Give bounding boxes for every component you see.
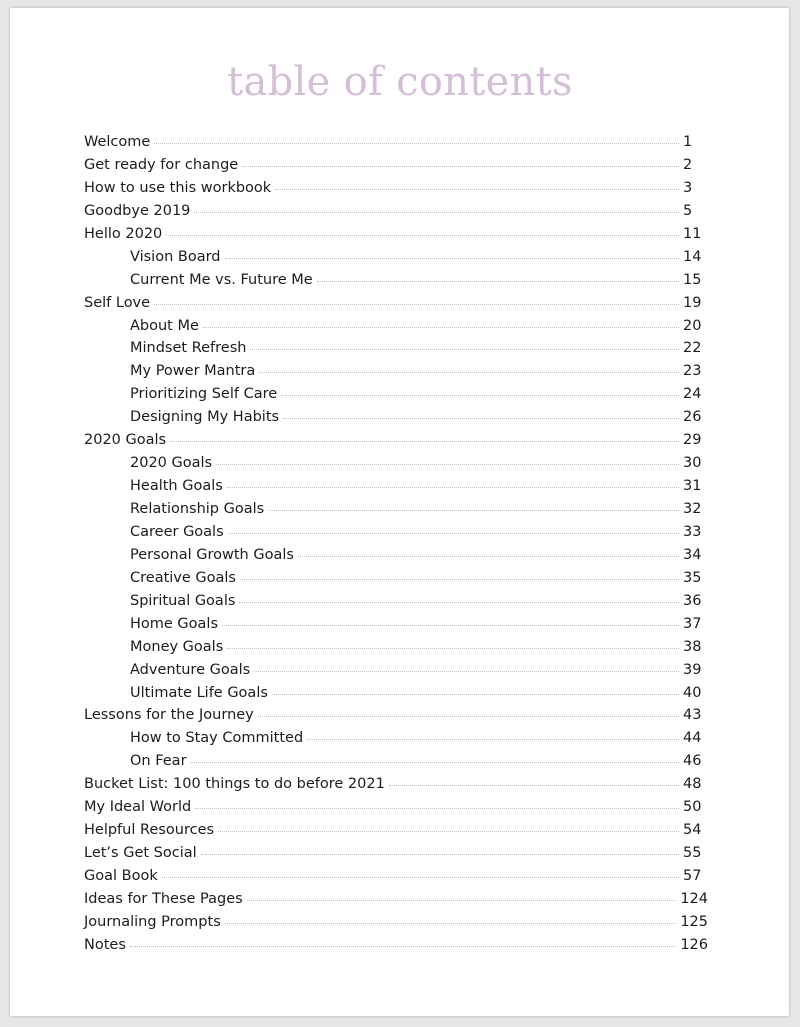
toc-entry-label: Vision Board <box>130 248 221 265</box>
toc-entry-page-number: 19 <box>683 294 702 311</box>
toc-dot-leader <box>258 716 679 717</box>
table-of-contents-list <box>84 131 708 957</box>
toc-entry-label: Welcome <box>84 134 151 150</box>
toc-entry-page-number: 33 <box>683 523 702 540</box>
toc-entry[interactable] <box>84 704 708 727</box>
toc-entry-page-number: 15 <box>683 271 702 288</box>
toc-entry[interactable] <box>84 269 708 292</box>
toc-entry[interactable] <box>84 911 708 934</box>
toc-entry-label: Mindset Refresh <box>130 340 247 357</box>
toc-entry-page-number: 43 <box>683 707 702 724</box>
toc-entry[interactable] <box>84 727 708 750</box>
toc-entry-label: Health Goals <box>130 478 223 495</box>
toc-entry-page-number: 125 <box>680 913 708 930</box>
toc-dot-leader <box>170 441 679 442</box>
toc-dot-leader <box>216 464 679 465</box>
toc-dot-leader <box>275 189 679 190</box>
toc-entry-page-number: 124 <box>680 890 708 907</box>
toc-entry-label: How to use this workbook <box>84 179 272 196</box>
toc-dot-leader <box>247 900 677 901</box>
toc-dot-leader <box>166 235 679 236</box>
toc-entry-label: Spiritual Goals <box>130 592 236 609</box>
toc-entry-label: About Me <box>130 317 199 334</box>
toc-dot-leader <box>154 143 679 144</box>
toc-entry[interactable] <box>84 337 708 360</box>
toc-dot-leader <box>225 923 677 924</box>
toc-dot-leader <box>259 372 679 373</box>
toc-dot-leader <box>201 854 679 855</box>
toc-entry-label: 2020 Goals <box>84 432 167 449</box>
toc-entry-label: Goal Book <box>84 868 158 884</box>
toc-entry[interactable] <box>84 750 708 773</box>
page-title: table of contents <box>227 59 573 105</box>
toc-dot-leader <box>228 533 679 534</box>
toc-entry-label: Designing My Habits <box>130 409 280 426</box>
toc-dot-leader <box>195 808 679 809</box>
toc-dot-leader <box>254 671 679 672</box>
toc-entry[interactable] <box>84 888 708 911</box>
toc-entry-page-number: 34 <box>683 546 702 563</box>
toc-entry-label: On Fear <box>130 753 187 770</box>
toc-entry[interactable] <box>84 682 708 705</box>
toc-dot-leader <box>307 739 679 740</box>
toc-entry-page-number: 23 <box>683 363 702 380</box>
toc-entry-page-number: 3 <box>683 179 693 196</box>
toc-entry-page-number: 39 <box>683 661 702 678</box>
toc-entry-label: Money Goals <box>130 638 224 655</box>
toc-entry-label: Relationship Goals <box>130 501 265 517</box>
toc-dot-leader <box>283 418 679 419</box>
toc-entry-page-number: 11 <box>683 225 702 242</box>
toc-entry-label: Let’s Get Social <box>84 845 197 862</box>
toc-entry-page-number: 30 <box>683 455 702 472</box>
toc-entry-label: Helpful Resources <box>84 822 215 839</box>
toc-dot-leader <box>250 349 679 350</box>
toc-dot-leader <box>191 762 679 763</box>
toc-entry[interactable] <box>84 590 708 613</box>
toc-entry-page-number: 35 <box>683 569 702 586</box>
toc-entry-page-number: 50 <box>683 799 702 816</box>
toc-entry[interactable] <box>84 406 708 429</box>
toc-entry-label: Adventure Goals <box>130 661 251 678</box>
toc-entry[interactable] <box>84 613 708 636</box>
toc-entry-label: Creative Goals <box>130 569 236 586</box>
toc-entry-label: My Ideal World <box>84 799 192 816</box>
toc-entry-page-number: 54 <box>683 822 702 839</box>
toc-dot-leader <box>272 694 679 695</box>
toc-entry-label: Bucket List: 100 things to do before 2021 <box>84 776 385 793</box>
toc-entry-page-number: 55 <box>683 845 702 862</box>
toc-entry-label: Notes <box>84 936 126 953</box>
toc-entry-page-number: 14 <box>683 248 702 265</box>
toc-entry-page-number: 1 <box>683 134 693 150</box>
toc-entry[interactable] <box>84 842 708 865</box>
toc-dot-leader <box>218 831 679 832</box>
toc-entry[interactable] <box>84 177 708 200</box>
toc-entry[interactable] <box>84 934 708 957</box>
toc-entry-page-number: 40 <box>683 684 702 701</box>
toc-entry[interactable] <box>84 315 708 338</box>
toc-entry-label: Current Me vs. Future Me <box>130 271 313 288</box>
toc-entry-label: Self Love <box>84 294 151 311</box>
toc-entry-page-number: 32 <box>683 501 702 517</box>
toc-entry[interactable] <box>84 360 708 383</box>
toc-entry-page-number: 31 <box>683 478 702 495</box>
toc-entry-label: Goodbye 2019 <box>84 202 191 219</box>
toc-entry-page-number: 2 <box>683 156 693 173</box>
toc-dot-leader <box>239 602 679 603</box>
toc-entry[interactable] <box>84 567 708 590</box>
toc-entry[interactable] <box>84 246 708 269</box>
toc-entry[interactable] <box>84 292 708 315</box>
toc-entry-page-number: 36 <box>683 592 702 609</box>
toc-entry-page-number: 126 <box>680 936 708 953</box>
toc-dot-leader <box>154 304 679 305</box>
toc-entry-page-number: 22 <box>683 340 702 357</box>
toc-entry[interactable] <box>84 498 708 521</box>
toc-dot-leader <box>240 579 679 580</box>
toc-entry[interactable] <box>84 773 708 796</box>
toc-entry[interactable] <box>84 659 708 682</box>
toc-entry-page-number: 37 <box>683 615 702 632</box>
toc-dot-leader <box>227 648 679 649</box>
toc-entry[interactable] <box>84 475 708 498</box>
toc-dot-leader <box>203 327 679 328</box>
toc-entry-label: My Power Mantra <box>130 363 256 380</box>
toc-entry-label: Lessons for the Journey <box>84 707 254 724</box>
toc-dot-leader <box>281 395 679 396</box>
toc-entry[interactable] <box>84 865 708 888</box>
toc-entry-label: Get ready for change <box>84 156 239 173</box>
toc-entry-label: Career Goals <box>130 523 224 540</box>
toc-entry-label: Home Goals <box>130 615 219 632</box>
toc-dot-leader <box>130 946 676 947</box>
toc-entry[interactable] <box>84 131 708 154</box>
toc-dot-leader <box>225 258 680 259</box>
toc-dot-leader <box>162 877 679 878</box>
toc-entry-page-number: 38 <box>683 638 702 655</box>
toc-entry-page-number: 48 <box>683 776 702 793</box>
toc-entry-page-number: 20 <box>683 317 702 334</box>
toc-entry-label: How to Stay Committed <box>130 730 304 747</box>
toc-entry[interactable] <box>84 452 708 475</box>
toc-entry-label: 2020 Goals <box>130 455 213 472</box>
toc-entry-label: Hello 2020 <box>84 225 163 242</box>
toc-entry[interactable] <box>84 796 708 819</box>
toc-entry-page-number: 46 <box>683 753 702 770</box>
toc-dot-leader <box>194 212 679 213</box>
toc-entry-page-number: 24 <box>683 386 702 403</box>
toc-entry-label: Ultimate Life Goals <box>130 684 268 701</box>
toc-dot-leader <box>389 785 679 786</box>
toc-entry[interactable] <box>84 429 708 452</box>
toc-dot-leader <box>222 625 679 626</box>
toc-entry[interactable] <box>84 383 708 406</box>
toc-entry[interactable] <box>84 636 708 659</box>
toc-dot-leader <box>298 556 679 557</box>
toc-entry[interactable] <box>84 200 708 223</box>
toc-dot-leader <box>242 166 679 167</box>
toc-dot-leader <box>227 487 679 488</box>
toc-entry-page-number: 44 <box>683 730 702 747</box>
toc-entry[interactable] <box>84 223 708 246</box>
toc-entry[interactable] <box>84 154 708 177</box>
toc-dot-leader <box>268 510 679 511</box>
toc-entry[interactable] <box>84 544 708 567</box>
toc-entry-page-number: 26 <box>683 409 702 426</box>
toc-dot-leader <box>317 281 679 282</box>
toc-entry[interactable] <box>84 521 708 544</box>
toc-entry[interactable] <box>84 819 708 842</box>
toc-entry-page-number: 29 <box>683 432 702 449</box>
toc-entry-label: Journaling Prompts <box>84 913 221 930</box>
toc-entry-page-number: 5 <box>683 202 693 219</box>
toc-entry-label: Ideas for These Pages <box>84 890 243 907</box>
toc-entry-label: Prioritizing Self Care <box>130 386 278 403</box>
toc-entry-label: Personal Growth Goals <box>130 546 294 563</box>
toc-entry-page-number: 57 <box>683 868 702 884</box>
